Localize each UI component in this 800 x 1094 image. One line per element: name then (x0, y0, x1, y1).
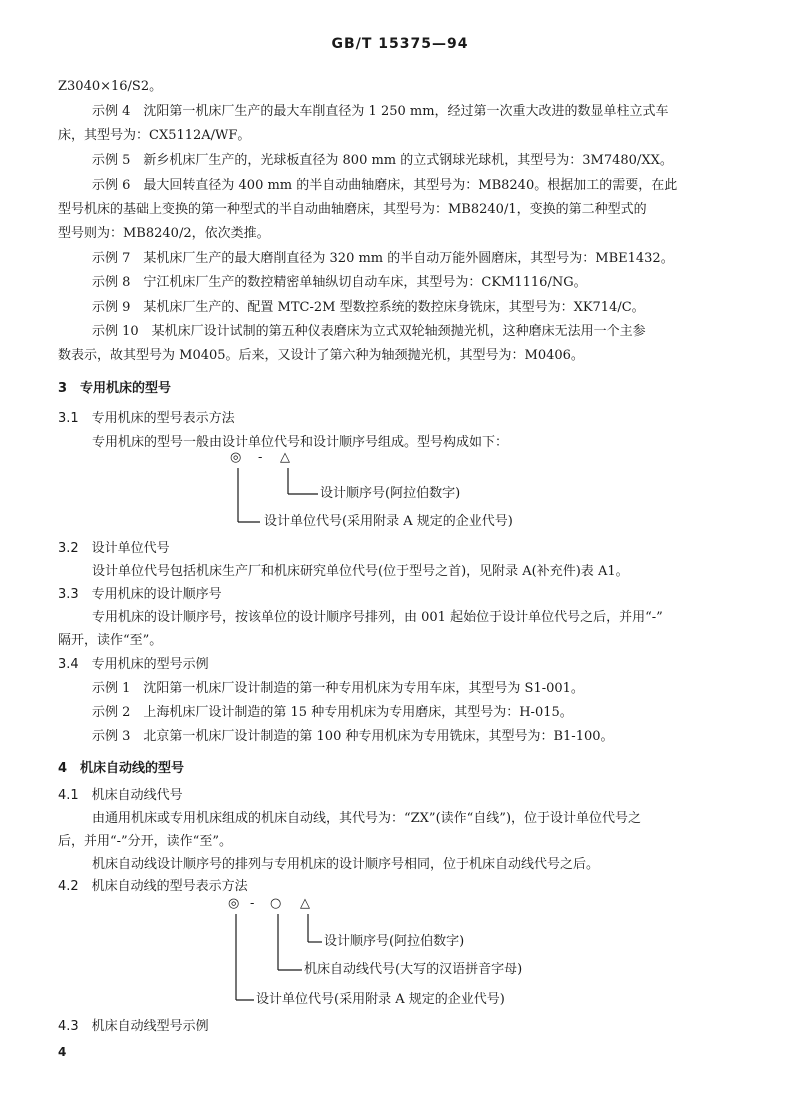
text-line: 型号机床的基础上变换的第一种型式的半自动曲轴磨床，其型号为：MB8240/1，变换的第二种型式的 (58, 202, 647, 217)
section-3-1-title: 3.1 专用机床的型号表示方法 (58, 411, 235, 426)
section-3-1-text: 专用机床的型号一般由设计单位代号和设计顺序号组成。型号构成如下： (92, 435, 509, 450)
line-code-symbol: ○ (270, 896, 282, 911)
section-3-3-text: 专用机床的设计顺序号，按该单位的设计顺序号排列，由 001 起始位于设计单位代号之后，并用“-” (92, 610, 663, 625)
text-line: 型号则为：MB8240/2，依次类推。 (58, 226, 270, 241)
example-10-line: 示例 10 某机床厂设计试制的第五种仪表磨床为立式双轮轴颈抛光机，这种磨床无法用一个主参 (92, 324, 646, 339)
section-3-4-title: 3.4 专用机床的型号示例 (58, 657, 209, 672)
example-7-line: 示例 7 某机床厂生产的最大磨削直径为 320 mm 的半自动万能外圆磨床，其型号为：MBE1432。 (92, 251, 674, 266)
section-4-1-title: 4.1 机床自动线代号 (58, 788, 183, 803)
label-design-unit: 设计单位代号(采用附录 A 规定的企业代号) (256, 992, 505, 1007)
model-structure-diagram-1 (220, 450, 580, 530)
example-5-line: 示例 5 新乡机床厂生产的，光球板直径为 800 mm 的立式钢球光球机，其型号为：3M7480/XX。 (92, 153, 673, 168)
example-8-line: 示例 8 宁江机床厂生产的数控精密单轴纵切自动车床，其型号为：CKM1116/NG。 (92, 275, 587, 290)
section-4-title: 4 机床自动线的型号 (58, 761, 185, 776)
section-3-title: 3 专用机床的型号 (58, 381, 172, 396)
design-unit-symbol: ◎ (230, 450, 242, 465)
design-unit-symbol: ◎ (228, 896, 240, 911)
dash-symbol: - (250, 896, 255, 911)
example-4-line: 示例 4 沈阳第一机床厂生产的最大车削直径为 1 250 mm，经过第一次重大改进的数显单柱立式车 (92, 104, 669, 119)
section-4-2-title: 4.2 机床自动线的型号表示方法 (58, 879, 248, 894)
page-header: GB/T 15375—94 (331, 36, 469, 52)
text-line: 床，其型号为：CX5112A/WF。 (58, 128, 251, 143)
label-line-code: 机床自动线代号(大写的汉语拼音字母) (304, 962, 523, 977)
section-3-2-text: 设计单位代号包括机床生产厂和机床研究单位代号(位于型号之首)，见附录 A(补充件)表 A1。 (92, 564, 629, 579)
example-9-line: 示例 9 某机床厂生产的、配置 MTC-2M 型数控系统的数控床身铣床，其型号为：XK714/C。 (92, 300, 645, 315)
example-line: 示例 2 上海机床厂设计制造的第 15 种专用机床为专用磨床，其型号为：H-015。 (92, 705, 573, 720)
section-4-3-title: 4.3 机床自动线型号示例 (58, 1019, 209, 1034)
section-4-1-text: 机床自动线设计顺序号的排列与专用机床的设计顺序号相同，位于机床自动线代号之后。 (92, 857, 600, 872)
text-line: 数表示，故其型号为 M0405。后来，又设计了第六种为轴颈抛光机，其型号为：M0406。 (58, 348, 584, 363)
sequence-symbol: △ (280, 450, 290, 465)
model-structure-diagram-2 (218, 896, 598, 1016)
example-line: 示例 3 北京第一机床厂设计制造的第 100 种专用机床为专用铣床，其型号为：B1-100。 (92, 729, 614, 744)
page-number: 4 (58, 1045, 67, 1059)
dash-symbol: - (258, 450, 263, 465)
example-6-line: 示例 6 最大回转直径为 400 mm 的半自动曲轴磨床，其型号为：MB8240。根据加工的需要，在此 (92, 178, 678, 193)
section-3-2-title: 3.2 设计单位代号 (58, 541, 170, 556)
section-4-1-text: 由通用机床或专用机床组成的机床自动线，其代号为：“ZX”(读作“自线”)，位于设计单位代号之 (92, 811, 642, 826)
label-sequence-number: 设计顺序号(阿拉伯数字) (324, 934, 465, 949)
section-3-3-text: 隔开，读作“至”。 (58, 633, 163, 648)
sequence-symbol: △ (300, 896, 310, 911)
example-line: 示例 1 沈阳第一机床厂设计制造的第一种专用机床为专用车床，其型号为 S1-001。 (92, 681, 584, 696)
label-sequence-number: 设计顺序号(阿拉伯数字) (320, 486, 461, 501)
section-3-3-title: 3.3 专用机床的设计顺序号 (58, 587, 222, 602)
section-4-1-text: 后，并用“-”分开，读作“至”。 (58, 834, 232, 849)
text-line: Z3040×16/S2。 (58, 79, 163, 94)
label-design-unit: 设计单位代号(采用附录 A 规定的企业代号) (264, 514, 513, 529)
